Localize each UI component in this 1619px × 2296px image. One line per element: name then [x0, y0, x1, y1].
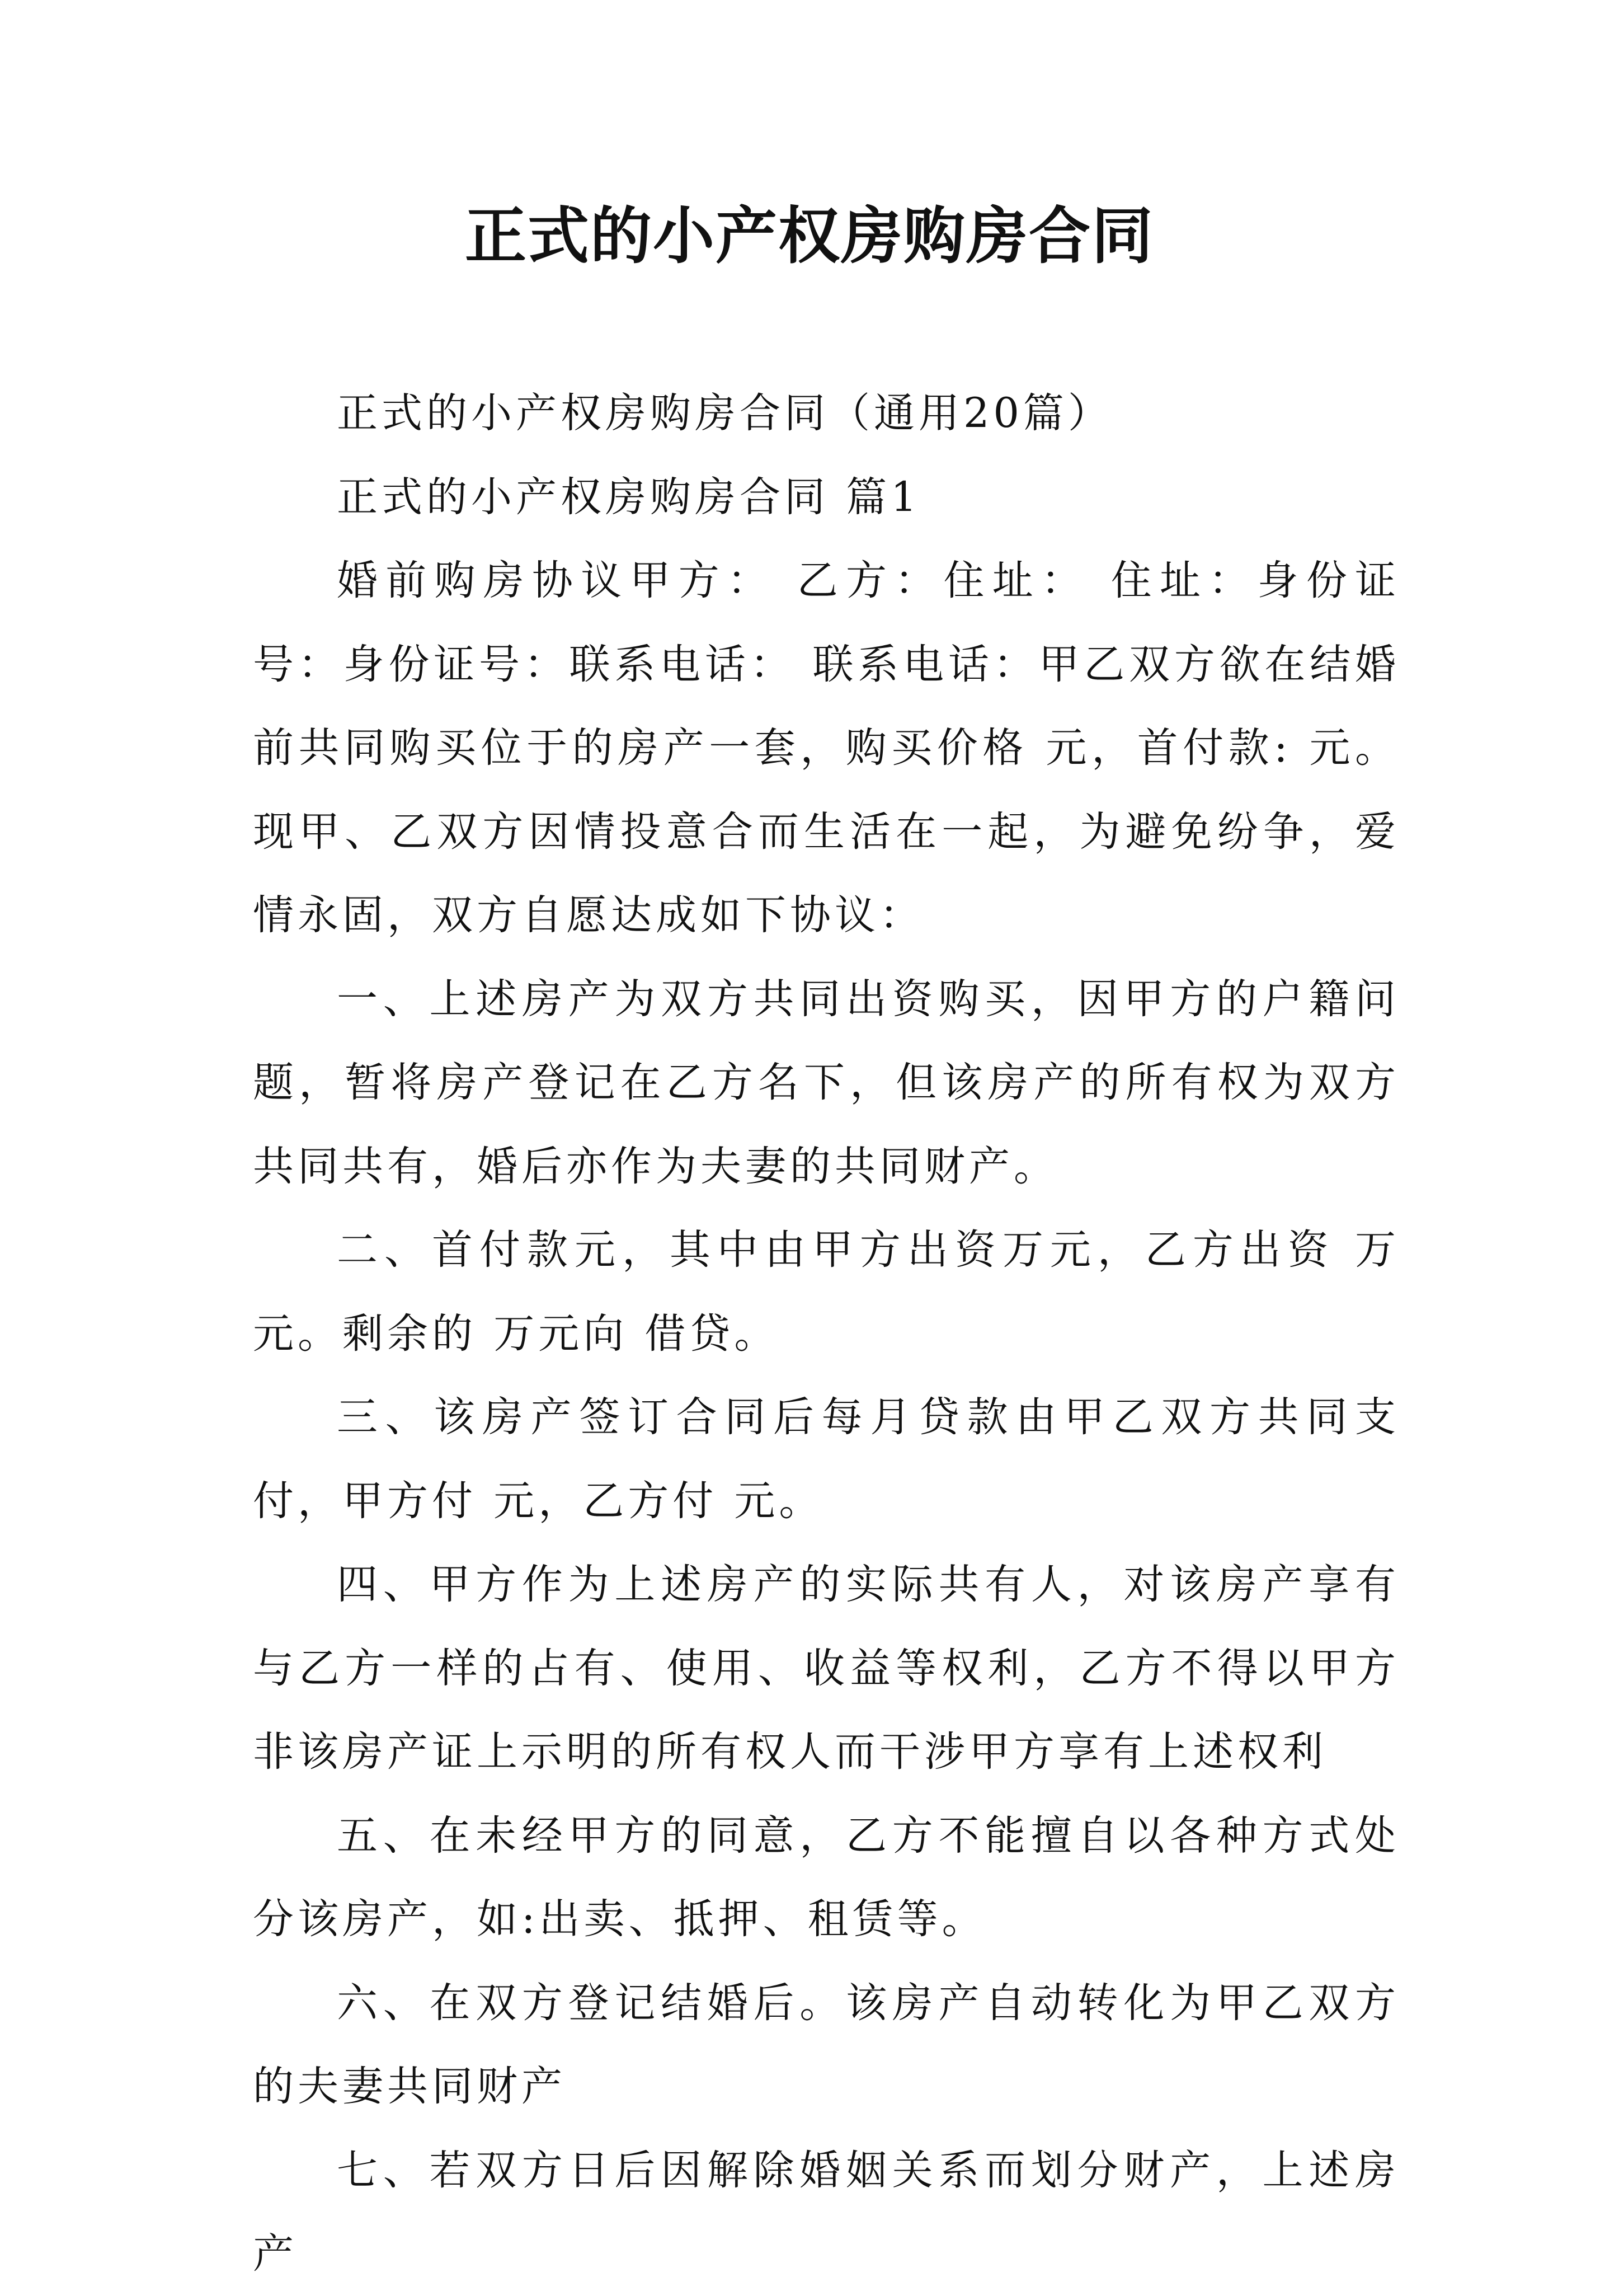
document-body	[253, 372, 1400, 2296]
clause-6: 六、在双方登记结婚后。该房产自动转化为甲乙双方的夫妻共同财产	[253, 1979, 1400, 2110]
section-heading: 正式的小产权房购房合同 篇1	[337, 473, 921, 521]
clause-5: 五、在未经甲方的同意，乙方不能擅自以各种方式处分该房产，如:出卖、抵押、租赁等。	[253, 1811, 1400, 1943]
subtitle-paragraph: 正式的小产权房购房合同（通用20篇）	[337, 389, 1113, 437]
clause-2: 二、首付款元，其中由甲方出资万元，乙方出资 万元。剩余的 万元向 借贷。	[253, 1226, 1400, 1358]
body-paragraph: 婚前购房协议甲方： 乙方：住址： 住址：身份证号：身份证号：联系电话： 联系电话：甲乙双方欲在结婚前共同购买位于的房产一套，购买价格 元，首付款: 元。现甲、乙双方因情投意合而生活在一起，为避免纷争，爱情永固，双方自愿达成如下协议：	[253, 557, 1400, 939]
clause-3: 三、该房产签订合同后每月贷款由甲乙双方共同支付，甲方付 元，乙方付 元。	[253, 1393, 1400, 1525]
clause-7: 七、若双方日后因解除婚姻关系而划分财产，上述房产	[253, 2146, 1400, 2278]
clause-1: 一、上述房产为双方共同出资购买，因甲方的户籍问题，暂将房产登记在乙方名下，但该房产的所有权为双方共同共有，婚后亦作为夫妻的共同财产。	[253, 975, 1400, 1190]
clause-4: 四、甲方作为上述房产的实际共有人，对该房产享有与乙方一样的占有、使用、收益等权利，乙方不得以甲方非该房产证上示明的所有权人而干涉甲方享有上述权利	[253, 1561, 1400, 1776]
document-title: 正式的小产权房购房合同	[465, 200, 1154, 272]
